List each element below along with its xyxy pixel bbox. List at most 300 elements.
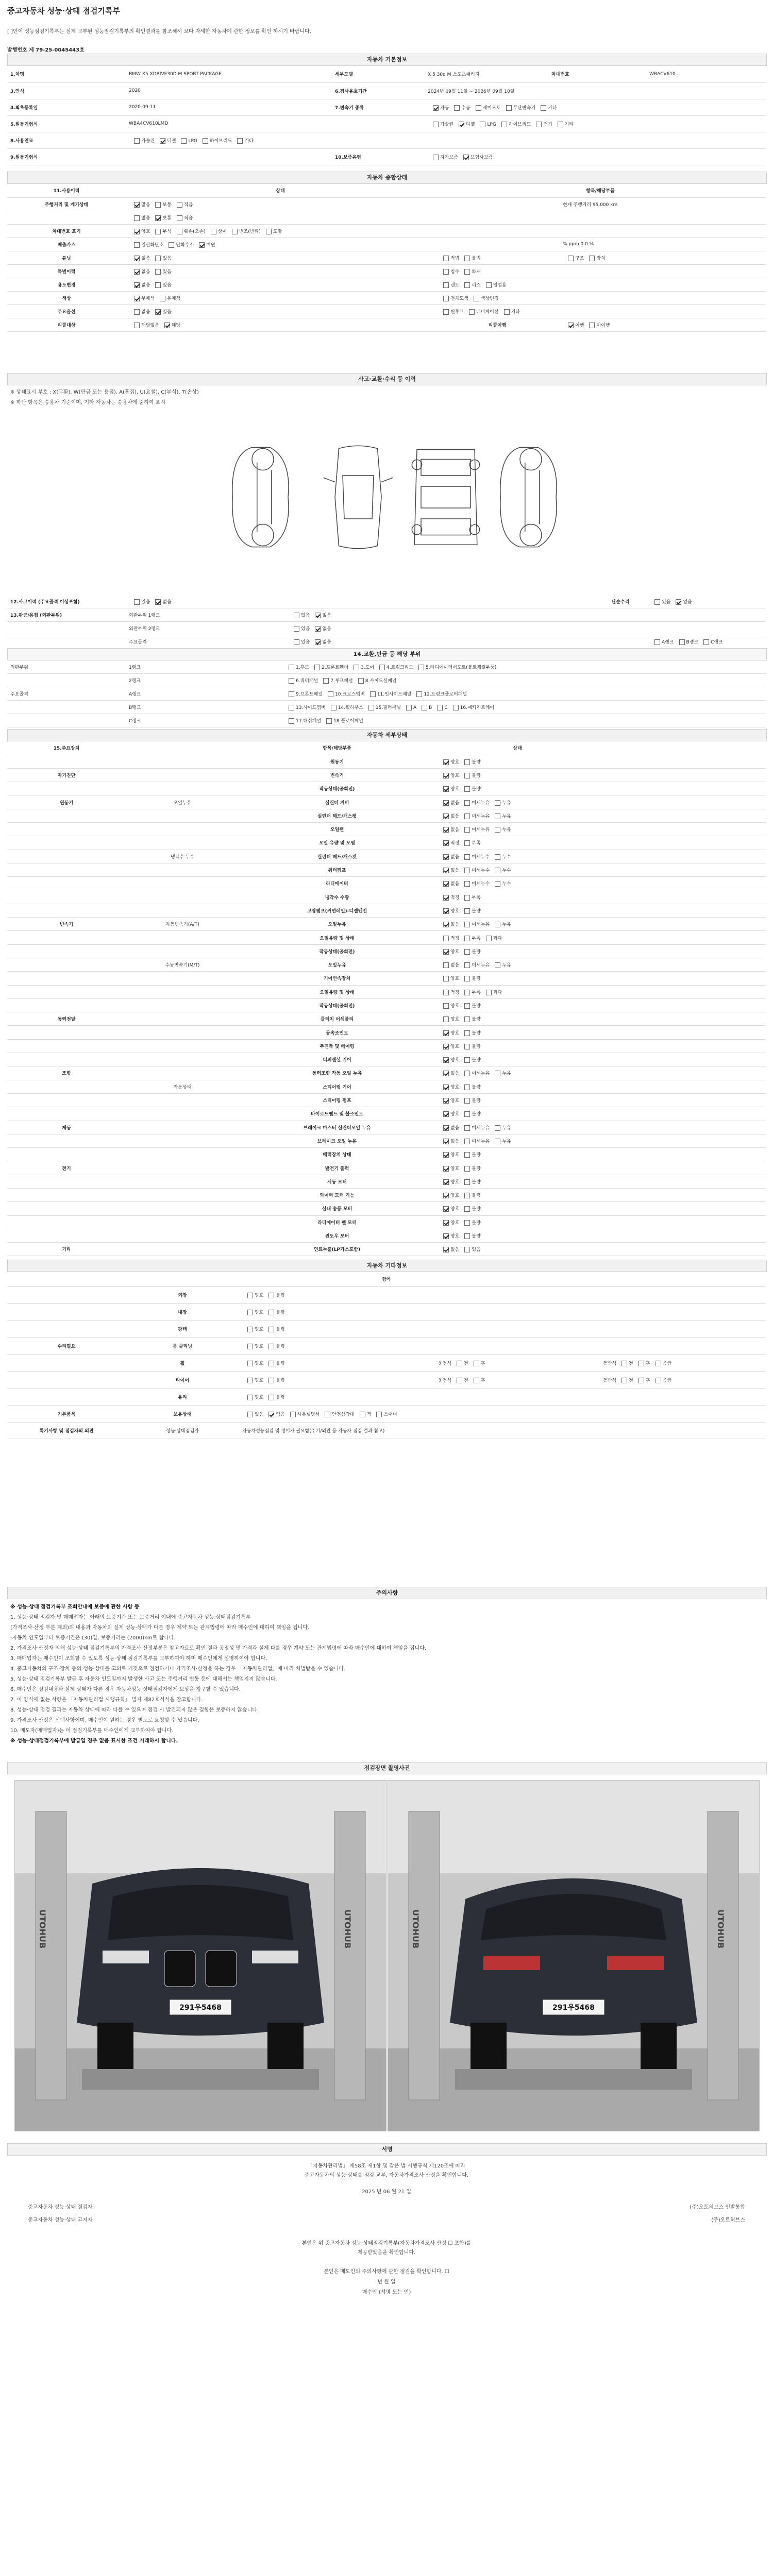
checkbox[interactable] [443,269,449,275]
checkbox[interactable] [464,759,470,765]
checkbox[interactable] [464,1193,470,1198]
checkbox[interactable] [443,814,449,819]
group-label [7,822,126,836]
checkbox[interactable] [177,215,182,221]
row-options [126,278,435,291]
checkbox[interactable] [134,229,140,234]
checkbox[interactable] [464,800,470,806]
checkbox[interactable] [464,256,470,261]
checkbox[interactable] [247,1310,253,1315]
checkbox[interactable] [294,626,299,632]
row-label: 12.사고이력 (주요골격 이상포함) [7,595,126,608]
checkbox[interactable] [247,1327,253,1332]
checkbox[interactable] [247,1395,253,1400]
checkbox-label: 스패너 [383,1412,397,1417]
checkbox[interactable] [155,215,161,221]
checkbox[interactable] [247,1344,253,1349]
item-options [435,1066,766,1080]
checkbox[interactable] [247,1361,253,1366]
group-label [7,972,126,985]
checkbox[interactable] [155,599,161,605]
checkbox[interactable] [464,786,470,792]
column-header: 상태 [435,741,600,755]
checkbox-label: 응급 [662,1361,671,1366]
checkbox[interactable] [443,1179,449,1185]
checkbox[interactable] [443,922,449,927]
checkbox[interactable] [134,296,140,301]
checkbox[interactable] [247,1293,253,1298]
checkbox[interactable] [443,1233,449,1239]
checkbox[interactable] [268,1344,274,1349]
checkbox[interactable] [433,155,439,160]
checkbox[interactable] [464,962,470,968]
checkbox[interactable] [464,1098,470,1104]
checkbox[interactable] [443,936,449,941]
checkbox-label: 1.후드 [296,665,309,670]
checkbox[interactable] [501,122,507,127]
checkbox[interactable] [476,105,481,111]
table-row [7,211,766,224]
checkbox[interactable] [464,282,470,288]
checkbox[interactable] [443,840,449,846]
checkbox[interactable] [155,282,161,288]
notes-line: 8. 성능·상태 점검 결과는 자동차 상태에 따라 다를 수 있으며 점검 시 발견되지 않은 결함은 보증하지 않습니다. [10,1707,259,1713]
item-position [435,1354,600,1371]
checkbox[interactable] [568,256,574,261]
checkbox[interactable] [443,868,449,873]
checkbox-label: 없음 [322,626,331,632]
checkbox[interactable] [331,705,337,710]
item-label: 등속조인트 [239,1026,435,1039]
checkbox[interactable] [443,309,449,315]
checkbox-label: 10.크로스멤버 [335,692,365,697]
checkbox[interactable] [464,773,470,778]
checkbox[interactable] [443,962,449,968]
checkbox[interactable] [443,1071,449,1076]
checkbox[interactable] [464,895,470,901]
group-label [7,1388,126,1405]
checkbox[interactable] [379,665,385,670]
row-label: 3.연식 [7,82,126,99]
sub-label [126,1012,239,1026]
checkbox[interactable] [464,1166,470,1172]
checkbox[interactable] [443,786,449,792]
checkbox[interactable] [232,229,238,234]
checkbox[interactable] [443,1220,449,1226]
checkbox[interactable] [443,1139,449,1144]
checkbox-label: 많음 [141,202,150,208]
checkbox[interactable] [266,229,272,234]
checkbox[interactable] [433,105,439,111]
checkbox[interactable] [474,296,479,301]
checkbox[interactable] [164,323,170,328]
checkbox[interactable] [315,639,321,645]
checkbox[interactable] [464,1179,470,1185]
item-options [435,1093,766,1107]
checkbox[interactable] [443,908,449,914]
checkbox[interactable] [486,990,492,995]
checkbox-label: 없음 [450,922,460,928]
table-row [7,714,766,727]
checkbox[interactable] [134,269,140,275]
row-options-2 [435,304,560,318]
checkbox[interactable] [289,678,294,684]
checkbox-label: 없음 [450,1247,460,1253]
checkbox[interactable] [268,1395,274,1400]
checkbox[interactable] [453,705,459,710]
checkbox[interactable] [314,665,320,670]
checkbox[interactable] [443,282,449,288]
checkbox[interactable] [443,1044,449,1049]
item-options [239,1371,435,1388]
checkbox-label: 있음 [301,640,310,645]
checkbox-label: 미세누유 [472,814,490,819]
checkbox[interactable] [506,105,512,111]
checkbox[interactable] [464,976,470,981]
car-diagram-left-side[interactable] [227,443,299,551]
checkbox-label: 후 [480,1378,485,1383]
row-label: 9.원동기형식 [7,148,126,165]
group-label: 동력전달 [7,1012,126,1026]
checkbox[interactable] [459,122,464,127]
checkbox[interactable] [376,1412,382,1417]
checkbox[interactable] [443,990,449,995]
checkbox[interactable] [443,881,449,887]
checkbox[interactable] [638,1361,644,1366]
row-extra [560,304,766,318]
checkbox[interactable] [495,800,500,806]
checkbox[interactable] [638,1378,644,1383]
checkbox[interactable] [495,868,500,873]
checkbox[interactable] [464,1044,470,1049]
table-row [7,1303,766,1320]
checkbox[interactable] [315,626,321,632]
checkbox[interactable] [495,1125,500,1131]
checkbox[interactable] [203,138,208,144]
checkbox[interactable] [315,613,321,618]
part-group: 외판부위 [7,660,126,674]
checkbox[interactable] [370,691,376,697]
table-row [7,197,766,211]
checkbox[interactable] [464,269,470,275]
checkbox-label: 보통 [162,215,172,221]
checkbox[interactable] [464,1003,470,1009]
checkbox[interactable] [504,309,510,315]
checkbox-label: 양호 [450,1098,460,1104]
checkbox-label: 15.필러패널 [375,705,401,710]
row-label: 리콜대상 [7,318,126,331]
checkbox[interactable] [155,309,161,315]
checkbox[interactable] [289,705,294,710]
checkbox[interactable] [443,1003,449,1009]
checkbox-label: 양호 [450,1044,460,1049]
checkbox[interactable] [134,309,140,315]
checkbox[interactable] [443,256,449,261]
checkbox[interactable] [654,599,660,605]
checkbox[interactable] [443,1247,449,1252]
checkbox[interactable] [464,868,470,873]
checkbox[interactable] [464,1084,470,1090]
checkbox-label: 미세누유 [472,922,490,928]
checkbox[interactable] [464,1057,470,1063]
checkbox[interactable] [247,1378,253,1383]
checkbox[interactable] [134,323,140,328]
row-options [126,238,435,251]
checkbox[interactable] [155,269,161,275]
checkbox[interactable] [160,296,165,301]
checkbox-label: 17.대쉬패널 [296,719,322,724]
checkbox[interactable] [211,229,216,234]
group-label: 수리필요 [7,1337,126,1354]
checkbox[interactable] [464,908,470,914]
checkbox[interactable] [289,718,294,724]
checkbox[interactable] [134,202,140,208]
row-options-2 [435,291,560,304]
checkbox[interactable] [464,990,470,995]
checkbox[interactable] [406,705,412,710]
checkbox[interactable] [495,854,500,860]
item-label: 라디에이터 [239,877,435,890]
group-label [7,1286,126,1303]
item-label: 스티어링 기어 [239,1080,435,1093]
checkbox[interactable] [464,936,470,941]
checkbox[interactable] [676,599,681,605]
checkbox-label: 없음 [683,600,692,605]
sub-label [126,972,239,985]
checkbox[interactable] [443,1111,449,1117]
checkbox[interactable] [454,105,460,111]
checkbox[interactable] [268,1361,274,1366]
checkbox[interactable] [247,1412,253,1417]
checkbox[interactable] [289,665,294,670]
checkbox[interactable] [457,1378,462,1383]
checkbox[interactable] [464,1030,470,1036]
pos-label: 운전석 [438,1361,452,1366]
checkbox[interactable] [464,1220,470,1226]
checkbox[interactable] [568,323,574,328]
checkbox-label: 불량 [276,1344,285,1349]
checkbox[interactable] [325,1412,330,1417]
checkbox[interactable] [703,639,709,645]
checkbox[interactable] [464,1071,470,1076]
checkbox[interactable] [656,1378,661,1383]
checkbox[interactable] [480,122,485,127]
checkbox[interactable] [433,122,439,127]
row-value [126,148,332,165]
checkbox[interactable] [457,1361,462,1366]
checkbox[interactable] [418,665,424,670]
checkbox[interactable] [443,1016,449,1022]
checkbox[interactable] [134,256,140,261]
lift-brand-right: UTOHUB [716,1909,726,1949]
checkbox[interactable] [443,949,449,955]
checkbox[interactable] [160,138,165,144]
checkbox[interactable] [464,854,470,860]
checkbox[interactable] [486,936,492,941]
checkbox[interactable] [495,1071,500,1076]
checkbox[interactable] [464,1233,470,1239]
checkbox[interactable] [443,976,449,981]
item-position [435,1388,600,1405]
checkbox[interactable] [443,895,449,901]
item-label: 연료누출(LP가스포함) [239,1243,435,1256]
checkbox[interactable] [464,922,470,927]
car-diagram-top[interactable] [320,443,397,551]
checkbox[interactable] [443,1030,449,1036]
checkbox[interactable] [155,229,161,234]
checkbox[interactable] [495,814,500,819]
checkbox[interactable] [443,1206,449,1212]
group-label [7,836,126,850]
checkbox[interactable] [679,639,685,645]
checkbox[interactable] [495,881,500,887]
checkbox[interactable] [443,1084,449,1090]
checkbox[interactable] [155,256,161,261]
checkbox[interactable] [323,678,329,684]
checkbox[interactable] [437,705,443,710]
checkbox-label: 양호 [450,1220,460,1226]
group-label [7,1371,126,1388]
checkbox-label: 전 [464,1361,468,1366]
checkbox[interactable] [443,759,449,765]
checkbox[interactable] [443,827,449,833]
item-position [435,1337,600,1354]
checkbox[interactable] [474,1361,479,1366]
checkbox[interactable] [443,1125,449,1131]
checkbox[interactable] [290,1412,296,1417]
checkbox[interactable] [328,691,333,697]
checkbox[interactable] [464,949,470,955]
front-inspection-photo[interactable] [14,1780,386,2131]
checkbox[interactable] [354,665,359,670]
checkbox[interactable] [134,242,140,248]
row-label-2: 10.보증유형 [332,148,425,165]
checkbox[interactable] [416,691,422,697]
checkbox[interactable] [443,1057,449,1063]
checkbox[interactable] [464,1152,470,1158]
checkbox[interactable] [199,242,205,248]
checkbox[interactable] [558,122,563,127]
checkbox[interactable] [268,1327,274,1332]
group-label: 변속기 [7,918,126,931]
checkbox[interactable] [360,1412,365,1417]
checkbox[interactable] [541,105,546,111]
checkbox[interactable] [443,773,449,778]
checkbox[interactable] [464,1111,470,1117]
car-diagram-frame[interactable] [405,443,487,551]
checkbox[interactable] [134,599,140,605]
checkbox-label: 11.인사이드패널 [377,692,412,697]
notes-section: 주의사항 [7,1587,767,1599]
item-options [435,782,766,795]
checkbox[interactable] [495,962,500,968]
checkbox[interactable] [443,1166,449,1172]
checkbox[interactable] [169,242,174,248]
checkbox[interactable] [443,1098,449,1104]
checkbox[interactable] [134,215,140,221]
item-options [239,1337,435,1354]
checkbox[interactable] [464,1139,470,1144]
rear-inspection-photo[interactable] [388,1780,760,2131]
checkbox[interactable] [368,705,374,710]
checkbox[interactable] [443,854,449,860]
row-label: 13.판금/용접 (외판부위) [7,608,126,622]
checkbox[interactable] [464,840,470,846]
table-row [7,251,766,264]
checkbox[interactable] [177,229,182,234]
checkbox[interactable] [495,827,500,833]
checkbox[interactable] [464,1247,470,1252]
checkbox[interactable] [589,256,595,261]
checkbox-label: 있음 [472,1247,481,1253]
checkbox[interactable] [474,1378,479,1383]
checkbox[interactable] [181,138,187,144]
checkbox[interactable] [443,1193,449,1198]
checkbox[interactable] [268,1293,274,1298]
checkbox-label: 있음 [162,309,172,315]
checkbox[interactable] [289,691,294,697]
checkbox[interactable] [294,639,299,645]
checkbox[interactable] [134,138,140,144]
other-info-table [7,1272,766,1438]
checkbox[interactable] [621,1361,627,1366]
checkbox-label: 전 [629,1361,633,1366]
checkbox[interactable] [155,202,161,208]
checkbox-label: 있음 [141,600,150,605]
checkbox[interactable] [268,1310,274,1315]
checkbox[interactable] [134,282,140,288]
checkbox-label: 없음 [450,963,460,969]
checkbox[interactable] [469,309,475,315]
checkbox[interactable] [177,202,182,208]
checkbox[interactable] [495,1139,500,1144]
checkbox[interactable] [495,922,500,927]
checkbox[interactable] [464,827,470,833]
checkbox[interactable] [443,800,449,806]
row-options [285,595,595,608]
checkbox[interactable] [294,613,299,618]
sub-label [126,1175,239,1188]
table-row [7,1286,766,1303]
checkbox[interactable] [464,1125,470,1131]
checkbox[interactable] [422,705,427,710]
checkbox[interactable] [326,718,332,724]
checkbox[interactable] [268,1412,274,1417]
item-label: 작동상태(공회전) [239,998,435,1012]
checkbox[interactable] [464,1206,470,1212]
checkbox[interactable] [464,881,470,887]
checkbox[interactable] [443,296,449,301]
checkbox[interactable] [621,1378,627,1383]
item-position-2 [600,1320,766,1337]
checkbox[interactable] [464,1016,470,1022]
checkbox[interactable] [589,323,595,328]
checkbox[interactable] [656,1361,661,1366]
car-diagram-right-side[interactable] [495,443,567,551]
item-position-2 [600,1371,766,1388]
checkbox[interactable] [358,678,364,684]
checkbox[interactable] [463,155,469,160]
checkbox[interactable] [268,1378,274,1383]
row-extra: % ppm 0.0 % [560,238,766,251]
checkbox[interactable] [536,122,542,127]
checkbox[interactable] [486,282,492,288]
checkbox[interactable] [237,138,243,144]
checkbox[interactable] [464,814,470,819]
other-info-section: 자동차 기타정보 [7,1260,767,1272]
checkbox[interactable] [654,639,660,645]
checkbox[interactable] [443,1152,449,1158]
